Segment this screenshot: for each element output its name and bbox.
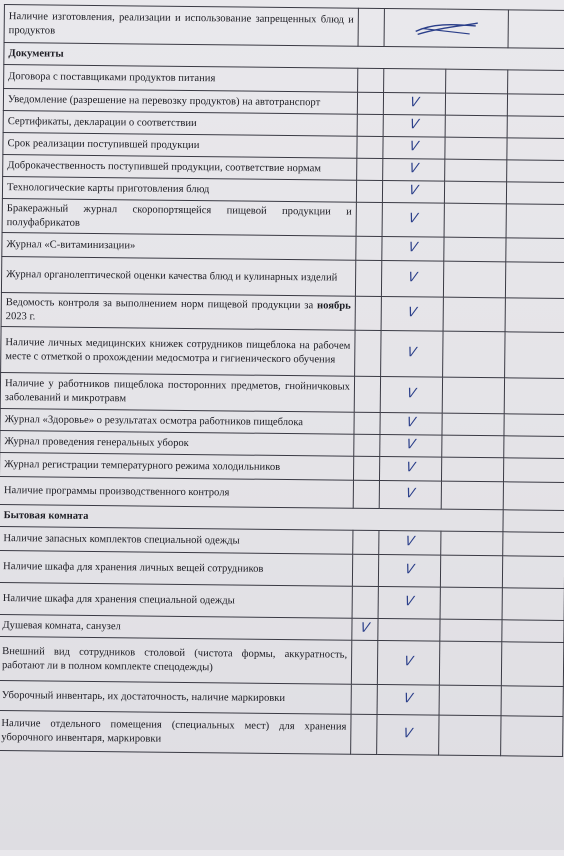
- check-mark: V: [377, 714, 439, 755]
- row-label: Журнал «С-витаминизации»: [2, 233, 356, 261]
- check-mark: V: [381, 331, 443, 378]
- row-label: Наличие запасных комплектов специальной одежды: [0, 527, 353, 555]
- check-mark: V: [378, 554, 440, 587]
- check-mark: V: [381, 261, 443, 298]
- check-mark: V: [379, 457, 441, 482]
- row-label: Журнал проведения генеральных уборок: [0, 431, 354, 457]
- row-label: Внешний вид сотрудников столовой (чистота формы, аккуратность, работают ли в полном комплекте спецодежды): [0, 637, 352, 685]
- row-label: Наличие личных медицинских книжек сотрудников пищеблока на рабочем месте с отметкой о прохождении медосмотра и гигиенического обучения: [1, 327, 355, 377]
- row-label: Наличие программы производственного контроля: [0, 477, 353, 509]
- check-mark: V: [380, 377, 442, 414]
- table-row: [0, 711, 563, 757]
- row-label: Журнал регистрации температурного режима холодильников: [0, 453, 354, 481]
- row-label: Наличие у работников пищеблока посторонних предметов, гнойничковых заболеваний и микротравм: [0, 373, 354, 413]
- row-label: Бракеражный журнал скоропортящейся пищевой продукции и полуфабрикатов: [2, 199, 356, 237]
- check-mark: V: [352, 618, 378, 640]
- check-mark: [351, 684, 377, 714]
- check-mark: V: [380, 413, 442, 436]
- check-mark: V: [377, 640, 439, 685]
- check-mark: V: [382, 203, 444, 238]
- check-mark: [352, 586, 378, 618]
- row-label: Технологические карты приготовления блюд: [2, 177, 356, 203]
- check-mark: [378, 618, 440, 641]
- table-row: [0, 373, 564, 415]
- check-mark: [352, 554, 378, 586]
- checklist-table: [0, 4, 564, 757]
- row-label: Договора с поставщиками продуктов питания: [4, 65, 358, 93]
- check-mark: V: [382, 181, 444, 204]
- check-mark: V: [379, 530, 441, 555]
- empty-cell: [508, 10, 564, 49]
- check-mark: [351, 640, 377, 684]
- row-label: Ведомость контроля за выполнением норм пищевой продукции за ноябрь 2023 г.: [1, 293, 355, 331]
- row-label: Наличие изготовления, реализации и использование запрещенных блюд и продуктов: [4, 5, 358, 47]
- table-row: [1, 327, 564, 379]
- section-title: Документы: [4, 43, 564, 71]
- row-label: Уборочный инвентарь, их достаточность, наличие маркировки: [0, 681, 351, 715]
- row-label: Журнал «Здоровье» о результатах осмотра работников пищеблока: [0, 409, 354, 435]
- check-mark: V: [377, 684, 439, 715]
- row-label: Уведомление (разрешение на перевозку продуктов) на автотранспорт: [3, 89, 357, 115]
- check-mark: V: [379, 481, 441, 510]
- row-label: Срок реализации поступившей продукции: [3, 133, 357, 159]
- check-mark: V: [378, 586, 440, 619]
- check-mark: V: [383, 93, 445, 116]
- scribble-icon: [411, 19, 481, 38]
- row-label: Душевая комната, санузел: [0, 615, 352, 641]
- section-title: Бытовая комната: [0, 505, 503, 532]
- check-mark: V: [383, 137, 445, 160]
- table-row: [1, 257, 564, 299]
- row-label: Наличие шкафа для хранения специальной одежды: [0, 583, 352, 619]
- table-row: [0, 637, 564, 687]
- row-label: Наличие шкафа для хранения личных вещей сотрудников: [0, 551, 353, 587]
- crossed-out-mark: [384, 9, 508, 48]
- row-label: Сертификаты, декларации о соответствии: [3, 111, 357, 137]
- table-row: [4, 5, 564, 49]
- check-mark: [384, 69, 446, 94]
- check-mark: V: [381, 297, 443, 332]
- check-mark: V: [383, 159, 445, 182]
- empty-cell: [358, 8, 384, 46]
- check-mark: [353, 530, 379, 554]
- check-mark: V: [380, 435, 442, 458]
- check-mark: [351, 714, 377, 754]
- check-mark: V: [382, 237, 444, 262]
- row-label: Наличие отдельного помещения (специальных мест) для хранения уборочного инвентаря, маркировки: [0, 711, 351, 755]
- check-mark: V: [383, 115, 445, 138]
- row-label: Доброкачественность поступившей продукции, соответствие нормам: [3, 155, 357, 181]
- row-label: Журнал органолептической оценки качества блюд и кулинарных изделий: [1, 257, 355, 297]
